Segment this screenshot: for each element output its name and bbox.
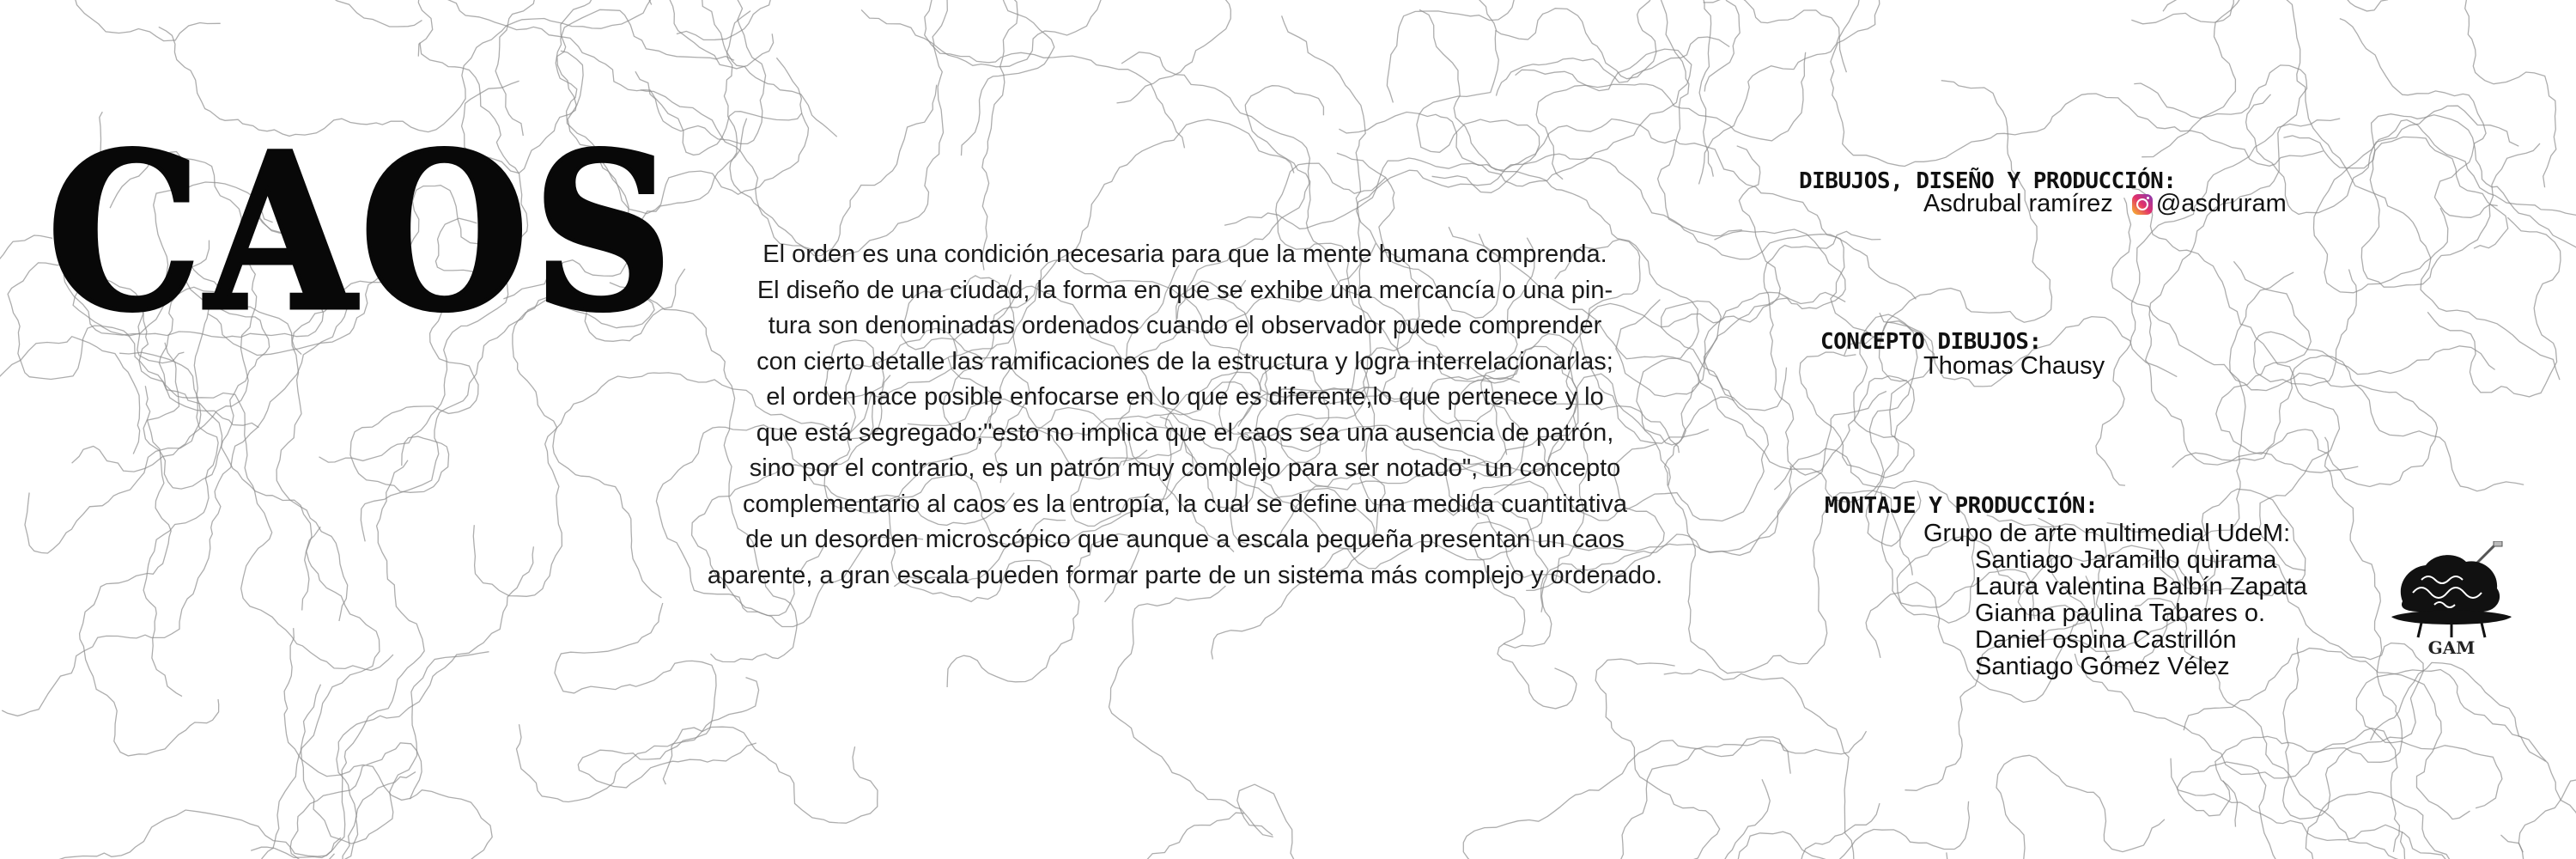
body-line: El diseño de una ciudad, la forma en que se exhibe una mercancía o una pin- <box>756 276 1613 304</box>
background-line <box>1703 852 1968 859</box>
credits-concept-name: Thomas Chausy <box>1923 352 2105 380</box>
background-line <box>2163 0 2400 11</box>
background-line <box>2075 654 2399 852</box>
credits-montage-group: Grupo de arte multimedial UdeM: <box>1923 520 2291 547</box>
background-line <box>1666 0 1855 177</box>
body-line: tura son denominadas ordenados cuando el observador puede comprender <box>768 312 1602 339</box>
background-line <box>2314 106 2519 293</box>
credits-montage-heading: MONTAJE Y PRODUCCIÓN: <box>1825 493 2099 519</box>
background-line <box>1620 740 1790 859</box>
background-line <box>1463 731 1866 859</box>
background-line <box>663 727 878 823</box>
team-member: Gianna paulina Tabares o. <box>1975 600 2266 627</box>
body-line: complementario al caos es la entropía, la cual se define una medida cuantitativa <box>742 490 1628 518</box>
credits-concept <box>1820 329 2105 380</box>
team-member: Santiago Jaramillo quirama <box>1975 546 2277 574</box>
background-line <box>517 678 759 802</box>
brain-icon <box>2387 541 2516 640</box>
background-line <box>664 0 912 69</box>
background-line <box>964 813 1244 859</box>
background-line <box>635 0 923 143</box>
background-line <box>962 0 1054 155</box>
background-line <box>418 0 651 57</box>
background-line <box>1664 669 1897 859</box>
background-line <box>2076 0 2233 24</box>
body-line: que está segregado;"esto no implica que el caos sea una ausencia de patrón, <box>756 418 1614 447</box>
background-line <box>641 85 937 256</box>
background-line <box>1237 784 1569 859</box>
background-line <box>1443 0 1656 96</box>
body-line: aparente, a gran escala pueden formar parte de un sistema más complejo y ordenado. <box>707 561 1663 589</box>
body-line: el orden hace posible enfocarse en lo que es diferente,lo que pertenece y lo <box>766 383 1604 411</box>
background-line <box>2111 762 2296 859</box>
background-line <box>2356 670 2545 808</box>
background-line <box>1595 659 1736 859</box>
background-line <box>1826 0 2323 167</box>
team-member: Santiago Gómez Vélez <box>1975 653 2230 680</box>
instagram-icon <box>2132 194 2153 215</box>
background-line <box>925 0 1185 271</box>
background-line <box>0 810 341 859</box>
gam-logo <box>2387 541 2516 670</box>
credits-montage <box>1825 493 2307 680</box>
background-line <box>0 231 52 378</box>
team-member: Laura valentina Balbín Zapata <box>1975 573 2307 600</box>
background-line <box>2465 0 2556 187</box>
background-line <box>80 386 219 756</box>
background-line <box>1996 755 2166 859</box>
background-line <box>2518 728 2576 852</box>
background-line <box>724 9 943 261</box>
body-line: sino por el contrario, es un patrón muy complejo para ser notado", un concepto <box>749 454 1621 482</box>
body-paragraph <box>601 237 1769 594</box>
credits-concept-heading: CONCEPTO DIBUJOS: <box>1820 329 2042 355</box>
background-line <box>284 628 542 859</box>
background-line <box>1256 0 1730 79</box>
instagram-handle[interactable]: @asdruram <box>2155 190 2287 217</box>
credits-drawings-name: Asdrubal ramírez <box>1923 190 2113 217</box>
body-line: de un desorden microscópico que aunque a escala pequeña presentan un caos <box>745 526 1625 553</box>
background-line <box>1417 30 1540 192</box>
team-member: Daniel ospina Castrillón <box>1975 626 2237 654</box>
background-line <box>1743 803 1911 859</box>
background-line <box>1699 0 1840 184</box>
page-title: CAOS <box>47 106 677 358</box>
credits-drawings <box>1799 168 2287 217</box>
body-line: con cierto detalle las ramificaciones de la estructura y logra interrelacionarlas; <box>756 347 1613 375</box>
background-line <box>555 603 756 788</box>
credits-drawings-heading: DIBUJOS, DISEÑO Y PRODUCCIÓN: <box>1799 168 2177 194</box>
background-line <box>1109 586 1273 837</box>
background-line <box>301 652 489 844</box>
background-line <box>74 0 221 41</box>
body-line: El orden es una condición necesaria para que la mente humana comprenda. <box>762 241 1607 268</box>
background-line <box>216 0 435 27</box>
background-line <box>2111 198 2438 486</box>
logo-label: GAM <box>2427 637 2476 658</box>
background-line <box>2361 137 2540 287</box>
